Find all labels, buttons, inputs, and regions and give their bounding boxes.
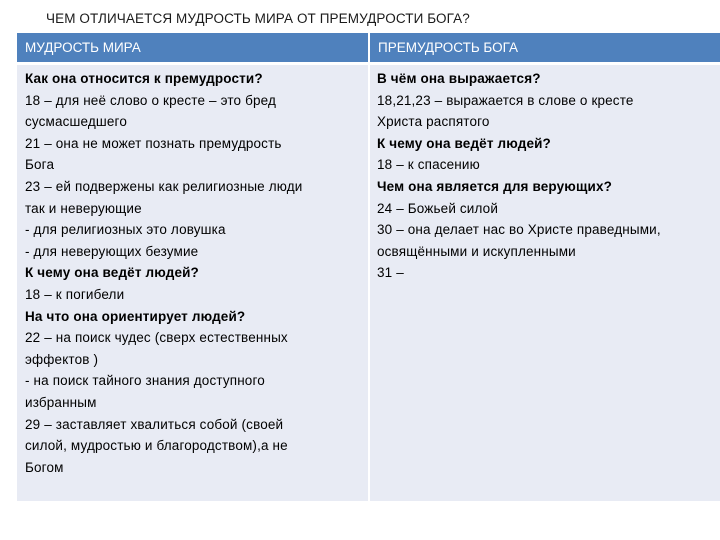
god-wisdom-question: К чему она ведёт людей? — [377, 135, 551, 151]
world-wisdom-text-line: 21 – она не может познать премудрость — [25, 135, 282, 151]
world-wisdom-text-line: Бога — [25, 157, 55, 173]
world-wisdom-text-line: 23 – ей подвержены как религиозные люди — [25, 178, 303, 194]
page-title: ЧЕМ ОТЛИЧАЕТСЯ МУДРОСТЬ МИРА ОТ ПРЕМУДРОСТИ БОГА? — [46, 11, 470, 26]
world-wisdom-text-line: 18 – к погибели — [25, 286, 125, 302]
god-wisdom-text-line: 30 – она делает нас во Христе праведными, — [377, 222, 661, 238]
world-wisdom-text-line: эффектов ) — [25, 351, 99, 367]
god-wisdom-text-line: Христа распятого — [377, 114, 490, 130]
god-wisdom-text-line: 18,21,23 – выражается в слове о кресте — [377, 92, 634, 108]
world-wisdom-text-line: 22 – на поиск чудес (сверх естественных — [25, 330, 288, 346]
column-header-god-wisdom: ПРЕМУДРОСТЬ БОГА — [370, 33, 720, 62]
cell-world-wisdom — [25, 68, 365, 478]
god-wisdom-question: Чем она является для верующих? — [377, 178, 613, 194]
cell-god-wisdom — [377, 68, 717, 284]
world-wisdom-text-line: сусмасшедшего — [25, 114, 127, 130]
world-wisdom-text-line: Богом — [25, 459, 64, 475]
world-wisdom-text-line: - для религиозных это ловушка — [25, 222, 226, 238]
god-wisdom-text-line: 31 – — [377, 265, 404, 281]
column-header-world-wisdom: МУДРОСТЬ МИРА — [17, 33, 368, 62]
world-wisdom-question: К чему она ведёт людей? — [25, 265, 199, 281]
world-wisdom-text-line: - на поиск тайного знания доступного — [25, 373, 265, 389]
world-wisdom-question: Как она относится к премудрости? — [25, 71, 263, 86]
god-wisdom-text-line: 24 – Божьей силой — [377, 200, 499, 216]
world-wisdom-text-line: 29 – заставляет хвалиться собой (своей — [25, 416, 284, 432]
world-wisdom-text-line: избранным — [25, 394, 97, 410]
god-wisdom-question: В чём она выражается? — [377, 71, 541, 86]
world-wisdom-text-line: силой, мудростью и благородством),а не — [25, 438, 288, 454]
world-wisdom-question: На что она ориентирует людей? — [25, 308, 246, 324]
god-wisdom-text-line: 18 – к спасению — [377, 157, 480, 173]
comparison-table — [17, 33, 720, 501]
world-wisdom-text-line: - для неверующих безумие — [25, 243, 199, 259]
column-divider — [368, 33, 370, 501]
god-wisdom-text-line: освящёнными и искупленными — [377, 243, 576, 259]
world-wisdom-text-line: 18 – для неё слово о кресте – это бред — [25, 92, 277, 108]
world-wisdom-text-line: так и неверующие — [25, 200, 142, 216]
